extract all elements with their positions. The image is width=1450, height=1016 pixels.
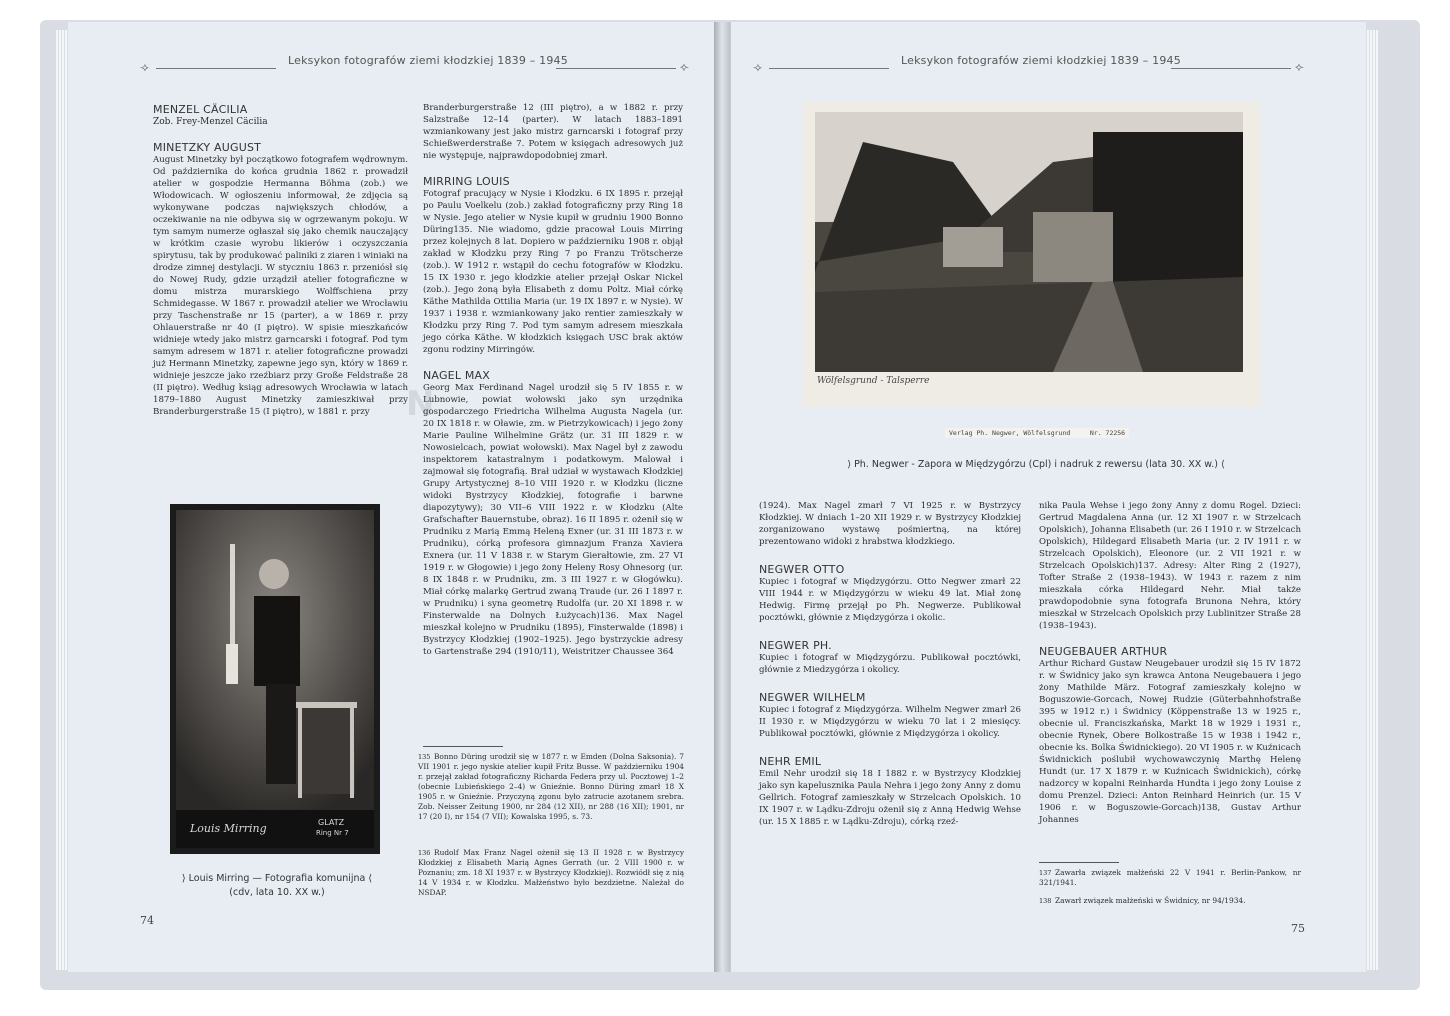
photographer-signature: Louis Mirring [190, 822, 267, 835]
entry-text: Kupiec i fotograf w Międzygórzu. Publikował pocztówki, głównie z Miedzygórza i okolicy. [759, 653, 1021, 675]
footnote [1039, 868, 1301, 888]
entry-text: August Minetzky był początkowo fotografem wędrownym. Od października do końca grudnia 1862 r. prowadził atelier w gospodzie Hermanna Böhma (zob.) we Włodowicach. W ogłoszeniu informował, że zdjęcia są wykonywane podczas największych chłodów, a oczekiwanie na nie odbywa się w ogrzewanym pokoju. W tym samym numerze ogłaszał się jako chemik nauczający w krótkim czasie wyrobu likierów i oczyszczania spirytusu, tak by produkować paliniki z ziaren i winiaki na drodze zimnej destylacji. W styczniu 1863 r. przeniósł się do Nowej Rudy, gdzie urządził atelier fotograficzne w domu mistrza murarskiego Wolffschiena przy Schmidegasse. W 1867 r. prowadził atelier we Wrocławiu przy Taschenstraße nr 15 (parter), a w 1869 r. przy Ohlauerstraße nr 40 (I piętro). W spisie mieszkańców widnieje wtedy jako mistrz garncarski i fotograf. Pod tym samym adresem w 1871 r. atelier fotograficzne prowadzi już Hermann Minetzky, zapewne jego syn, który w 1869 r. widnieje jeszcze jako rzeźbiarz przy Große Feldstraße 28 (II piętro). Według ksiąg adresowych Wrocławia w latach 1879–1880 August Minetzky zamieszkiwał przy Branderburgerstraße 15 (I piętro), w 1881 r. przy [153, 155, 408, 417]
footnote-rule [1039, 862, 1119, 863]
footnote-number: 138 [1039, 897, 1052, 905]
footnote [418, 848, 684, 898]
entry-text: Arthur Richard Gustaw Neugebauer urodził się 15 IV 1872 r. w Świdnicy jako syn krawca Antona Neugebauera i jego żony Mathilde März. Fotograf zamieszkały kolejno w Boguszowie-Gorcach, Nowej Rudzie (Güterbahnhofstraße 395 w 1912 r.) i Świdnicy (Köppenstraße 13 w 1925 r., obecnie ul. Franciszkańska, Markt 18 w 1929 i 1931 r., obecnie Rynek, Obere Bolkostraße 15 w 1938 i 1942 r., obecnie ks. Bolka Świdnickiego). 20 VI 1905 r. w Kuźnicach Świdnickich poślubił wychowawczynię Marthę Helenę Hundt (ur. 17 X 1879 r. w Kuźnicach Świdnickich), córkę nadzorcy w kopalni Reinharda Hundta i jego żony Louise z domu Prenzel. Dzieci: Anton Reinhard Heinrich (ur. 15 V 1906 r. w Boguszowie-Gorcach)138, Gustav Arthur Johannes [1039, 659, 1301, 825]
postcard-reverse-imprint: Verlag Ph. Negwer, Wölfelsgrund Nr. 72256 [945, 428, 1129, 438]
postcard-handwriting: Wölfelsgrund - Talsperre [817, 376, 930, 386]
photo-caption [163, 872, 391, 900]
entry-text: Georg Max Ferdinand Nagel urodził się 5 IV 1855 r. w Lubnowie, powiat wołowski jako syn urzędnika gospodarczego Friedricha Wilhelma Augusta Nagela (ur. 20 IX 1818 r. w Oławie, zm. w Pietrzykowicach) i jego żony Marie Pauline Wilhelmine Grätz (ur. 31 III 1829 r. w Nowosielcach, powiat wołowski). Max Nagel był z zawodu inspektorem katastralnym i podatkowym. Malował i zajmował się fotografią. Brał udział w wystawach Kłodzkiej Grupy Artystycznej 8–10 VIII 1920 r. w Kłodzku (liczne widoki Bystrzycy Kłodzkiej, fotografie i barwne diapozytywy); 30 VII–6 VIII 1922 r. w Kłodzku (Alte Grafschafter Bauernstube, obraz). 16 II 1895 r. ożenił się w Prudniku z Marią Emmą Heleną Exner (ur. 31 III 1873 r. w Prudniku), córką profesora gimnazjum Franza Xaviera Exnera (ur. 11 V 1838 r. w Starym Gierałtowie, zm. 27 VI 1919 r. w Głogowie) i jego żony Heleny Rosy Ohnesorg (ur. 8 IX 1848 r. w Prudniku, zm. 3 III 1927 r. w Głogówku). Miał córkę malarkę Gertrud zwaną Traude (ur. 26 I 1897 r. w Prudniku) i syna geometrę Rudolfa (ur. 20 XI 1898 r. w Finsterwalde na Dolnych Łużycach)136. Max Nagel mieszkał kolejno w Prudniku (1895), Finsterwalde (1898) i Bystrzycy Kłodzkiej (1902–1925). Jego bystrzyckie adresy to Gartenstraße 294 (1910/11), Weistritzer Chaussee 364 [423, 383, 683, 657]
caption-line-1: Ph. Negwer - Zapora w Międzygórzu (Cpl) i nadruk z rewersu (lata 30. XX w.) [854, 459, 1218, 470]
footnote [1039, 896, 1301, 906]
footnote [418, 752, 684, 822]
entry-text: Kupiec i fotograf w Międzygórzu. Otto Negwer zmarł 22 VIII 1944 r. w Międzygórzu w wieku 49 lat. Miał żonę Hedwig. Firmę przejął po Ph. Negwerze. Publikował pocztówki, głównie z Międzygórza i okolic. [759, 577, 1021, 623]
entry-continuation: (1924). Max Nagel zmarł 7 VI 1925 r. w Bystrzycy Kłodzkiej. W dniach 1–20 XII 1929 r. w Bystrzycy Kłodzkiej zorganizowano wystawę pośmiertną, na której prezentowano widoki z hrabstwa kłodzkiego. [759, 501, 1021, 547]
header-rule-right [1171, 68, 1291, 69]
communion-photo-image [170, 504, 380, 854]
ornament-right-icon: ⟣ [680, 60, 689, 74]
page-number: 74 [140, 914, 154, 927]
footnote-number: 136 [418, 849, 431, 857]
dam-photo-image [803, 102, 1261, 407]
section-letter-N: N [406, 384, 435, 424]
running-header: Leksykon fotografów ziemi kłodzkiej 1839 – 1945 [901, 54, 1181, 67]
caption-ornament-icon: ⟨ [1217, 459, 1225, 470]
footnote-text: Zawarł związek małżeński w Świdnicy, nr 94/1934. [1055, 896, 1246, 905]
right-column-2 [1039, 500, 1301, 826]
entry-continuation: nika Paula Wehse i jego żony Anny z domu Rogel. Dzieci: Gertrud Magdalena Anna (ur. 12 XI 1907 r. w Strzelcach Opolskich), Johanna Elisabeth (ur. 26 I 1910 r. w Strzelcach Opolskich), Hildegard Elisabeth Maria (ur. 2 IV 1911 r. w Strzelcach Opolskich), Eleonore (ur. 2 VII 1921 r. w Strzelcach Opolskich)137. Adresy: Alter Ring 2 (1927), Tofter Straße 2 (1938–1943). W 1943 r. razem z nim mieszkała córka Hildegard Nehr. Miał także prawdopodobnie syna fotografa Brunona Nehra, który mieszkał w Strzelcach Opolskich przy Lublinitzer Straße 28 (1938–1943). [1039, 501, 1301, 631]
entry-continuation: Branderburgerstraße 12 (III piętro), a w 1882 r. przy Salzstraße 12–14 (parter). W latach 1883–1891 wzmiankowany jest jako mistrz garncarski i fotograf przy Schießwerderstraße 7. Potem w księgach adresowych już nie występuje, najprawdopodobniej zmarł. [423, 103, 683, 161]
entry-text: Kupiec i fotograf z Międzygórza. Wilhelm Negwer zmarł 26 II 1930 r. w Międzygórzu w wieku 70 lat i 2 miesięcy. Publikował pocztówki, głównie z Międzygórza i okolicy. [759, 705, 1021, 739]
footnote-number: 135 [418, 753, 431, 761]
caption-ornament-icon: ⟨ [365, 873, 373, 884]
header-rule-left [769, 68, 889, 69]
footnote-text: Rudolf Max Franz Nagel ożenił się 13 II 1928 r. w Bystrzycy Kłodzkiej z Elisabeth Marią Agnes Gerrath (ur. 2 VIII 1900 r. w Poznaniu; zm. 18 XI 1937 r. w Bystrzycy Kłodzkiej). Rozwiódł się z nią 14 V 1934 r. w Kłodzku. Małżeństwo było bezdzietne. Należał do NSDAP. [418, 848, 684, 897]
entry-text: Emil Nehr urodził się 18 I 1882 r. w Bystrzycy Kłodzkiej jako syn kapelusznika Paula Nehra i jego żony Anny z domu Gellrich. Fotograf zamieszkały w Strzelcach Opolskich. 10 IX 1907 r. w Lądku-Zdroju ożenił się z Anną Hedwig Wehse (ur. 15 X 1885 r. w Lądku-Zdroju), córką rzeź- [759, 769, 1021, 827]
right-column-1 [759, 500, 1021, 828]
left-column-1 [153, 104, 408, 418]
entry-text: Zob. Frey-Menzel Cäcilia [153, 117, 268, 127]
right-page-edges [1364, 30, 1378, 970]
entry-heading: NAGEL MAX [423, 369, 491, 382]
caption-line-1: Louis Mirring — Fotografia komunijna [188, 873, 366, 884]
entry-text: Fotograf pracujący w Nysie i Kłodzku. 6 IX 1895 r. przejął po Paulu Voelkelu (zob.) zakład fotograficzny przy Ring 18 w Nysie. Jego atelier w Nysie kupił w grudniu 1900 Bonno Düring135. Nie wiadomo, gdzie pracował Louis Mirring przez kolejnych 8 lat. Dopiero w październiku 1908 r. objął zakład w Kłodzku przy Ring 7 po Franzu Trötscherze (zob.). W 1912 r. wstąpił do cechu fotografów w Kłodzku. 15 IX 1930 r. jego kłodzkie atelier przejął Oskar Nickel (zob.). Jego żoną była Elisabeth z domu Poltz. Miał córkę Käthe Mathilda Ottilia Maria (ur. 19 IX 1897 r. w Nysie). W 1937 i 1938 r. wzmiankowany jako rentier zamieszkały w Kłodzku przy Ring 7. Pod tym samym adresem mieszkała jego córka Käthe. W kłodzkich księgach USC brak aktów zgonu rodziny Mirringów. [423, 189, 683, 355]
postcard [803, 102, 1261, 407]
photo-stamp-city: GLATZ [318, 818, 345, 827]
ornament-left-icon: ⟢ [140, 60, 149, 74]
header-rule-right [556, 68, 676, 69]
right-page [730, 22, 1366, 972]
footnote-text: Bonno Düring urodził się w 1877 r. w Emden (Dolna Saksonia). 7 VII 1901 r. jego nyskie atelier kupił Fritz Busse. W październiku 1904 r. przejął zakład fotograficzny Richarda Federa przy ul. Pocztowej 1–2 (obecnie Lubieńskiego 2–4) w Gnieźnie. Bonno Düring zmarł 18 X 1905 r. w Gnieźnie. Przyczyną zgonu było zatrucie azotanem srebra. Zob. Neisser Zeitung 1900, nr 284 (12 XII), nr 288 (16 XII); 1901, nr 17 (20 I), nr 154 (7 VII); Kowalska 1995, s. 73. [418, 752, 684, 821]
caption-ornament-icon: ⟩ [847, 459, 855, 470]
entry-heading: NEUGEBAUER ARTHUR [1039, 645, 1168, 658]
entry-heading: MENZEL CÄCILIA [153, 103, 248, 116]
entry-heading: NEGWER PH. [759, 639, 832, 652]
entry-heading: MIRRING LOUIS [423, 175, 510, 188]
footnote-text: Zawarła związek małżeński 22 V 1941 r. Berlin-Pankow, nr 321/1941. [1039, 868, 1301, 887]
entry-heading: NEGWER WILHELM [759, 691, 866, 704]
communion-photo [170, 504, 380, 854]
ornament-left-icon: ⟢ [753, 60, 762, 74]
header-rule-left [156, 68, 276, 69]
photo-caption [831, 458, 1241, 472]
photo-stamp-address: Ring Nr 7 [316, 829, 349, 837]
entry-heading: NEHR EMIL [759, 755, 822, 768]
footnote-rule [423, 746, 503, 747]
caption-line-2: (cdv, lata 10. XX w.) [229, 887, 325, 898]
entry-heading: MINETZKY AUGUST [153, 141, 262, 154]
caption-ornament-icon: ⟩ [181, 873, 189, 884]
ornament-right-icon: ⟣ [1295, 60, 1304, 74]
footnote-number: 137 [1039, 869, 1052, 877]
entry-heading: NEGWER OTTO [759, 563, 845, 576]
left-page [68, 22, 717, 972]
running-header: Leksykon fotografów ziemi kłodzkiej 1839 – 1945 [288, 54, 568, 67]
left-column-2 [423, 102, 683, 658]
page-number: 75 [1291, 922, 1305, 935]
